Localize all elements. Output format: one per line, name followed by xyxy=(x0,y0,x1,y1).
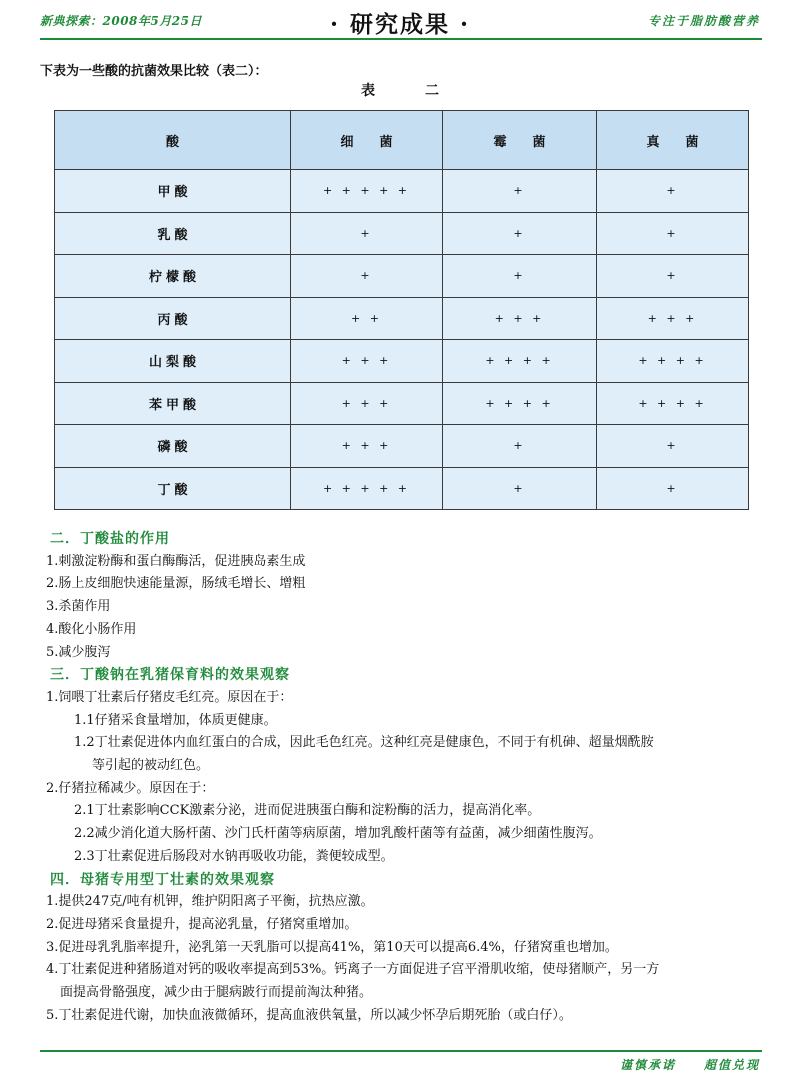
section-heading-butyrate-function: 二．丁酸盐的作用 xyxy=(50,531,170,547)
list-item: 2.2减少消化道大肠杆菌、沙门氏杆菌等病原菌，增加乳酸杆菌等有益菌，减少细菌性腹泻。 xyxy=(74,826,602,842)
bacteria-rating: + + + xyxy=(291,382,443,425)
acid-name: 柠檬酸 xyxy=(55,255,291,298)
footer-divider xyxy=(40,1050,762,1052)
header-mold: 霉菌 xyxy=(443,111,597,170)
acid-name: 苯甲酸 xyxy=(55,382,291,425)
fungi-rating: + xyxy=(597,467,749,510)
footer-slogan-right: 超值兑现 xyxy=(703,1058,760,1072)
table-row xyxy=(55,340,749,383)
section-heading-sow-observation: 四．母猪专用型丁壮素的效果观察 xyxy=(50,871,275,888)
acid-name: 甲酸 xyxy=(55,170,291,213)
table-row xyxy=(55,467,749,510)
table-row xyxy=(55,425,749,468)
list-item-continuation: 等引起的被动红色。 xyxy=(92,758,210,774)
table-title: 表二 xyxy=(361,83,489,99)
acid-name: 山梨酸 xyxy=(55,340,291,383)
table-row xyxy=(55,255,749,298)
list-item: 1.2丁壮素促进体内血红蛋白的合成，因此毛色红亮。这种红亮是健康色，不同于有机砷、超量烟酰胺 xyxy=(74,735,654,751)
mold-rating: + xyxy=(443,255,597,298)
list-item: 4.丁壮素促进种猪肠道对钙的吸收率提高到53%。钙离子一方面促进子宫平滑肌收缩，使母猪顺产，另一方 xyxy=(46,962,660,978)
footer-slogan-left: 谨慎承诺 xyxy=(620,1058,677,1072)
antibacterial-comparison-table xyxy=(54,110,749,510)
bacteria-rating: + + + + + xyxy=(291,467,443,510)
bacteria-rating: + + + xyxy=(291,340,443,383)
fungi-rating: + xyxy=(597,255,749,298)
list-item: 1.刺激淀粉酶和蛋白酶酶活，促进胰岛素生成 xyxy=(46,553,306,569)
section-heading-piglet-observation: 三．丁酸钠在乳猪保育料的效果观察 xyxy=(50,667,290,684)
list-item: 1.饲喂丁壮素后仔猪皮毛红亮。原因在于： xyxy=(46,689,293,705)
header-divider xyxy=(40,38,762,40)
list-item: 1.1仔猪采食量增加，体质更健康。 xyxy=(74,712,277,728)
bacteria-rating: + xyxy=(291,255,443,298)
fungi-rating: + xyxy=(597,425,749,468)
fungi-rating: + + + xyxy=(597,297,749,340)
list-item: 5.丁壮素促进代谢，加快血液微循环，提高血液供氧量，所以减少怀孕后期死胎（或白仔）。 xyxy=(46,1007,572,1023)
mold-rating: + xyxy=(443,425,597,468)
table-row xyxy=(55,382,749,425)
list-item: 3.促进母乳乳脂率提升，泌乳第一天乳脂可以提高41%，第10天可以提高6.4%，仔猪窝重也增加。 xyxy=(46,939,618,955)
fungi-rating: + + + + xyxy=(597,340,749,383)
list-item: 2.仔猪拉稀减少。原因在于： xyxy=(46,780,215,796)
table-header-row xyxy=(55,111,749,170)
fungi-rating: + xyxy=(597,170,749,213)
list-item: 4.酸化小肠作用 xyxy=(46,621,137,637)
list-item: 2.1丁壮素影响CCK激素分泌，进而促进胰蛋白酶和淀粉酶的活力，提高消化率。 xyxy=(74,803,541,819)
bacteria-rating: + xyxy=(291,212,443,255)
list-item: 2.肠上皮细胞快速能量源，肠绒毛增长、增粗 xyxy=(46,576,306,592)
mold-rating: + + + xyxy=(443,297,597,340)
acid-name: 乳酸 xyxy=(55,212,291,255)
acid-name: 磷酸 xyxy=(55,425,291,468)
bacteria-rating: + + xyxy=(291,297,443,340)
fungi-rating: + xyxy=(597,212,749,255)
fungi-rating: + + + + xyxy=(597,382,749,425)
table-row xyxy=(55,170,749,213)
mold-rating: + xyxy=(443,212,597,255)
bacteria-rating: + + + + + xyxy=(291,170,443,213)
header-issue-date: 新典探索：2008年5月25日 xyxy=(40,14,202,28)
table-row xyxy=(55,297,749,340)
mold-rating: + xyxy=(443,170,597,213)
mold-rating: + xyxy=(443,467,597,510)
header-bacteria: 细菌 xyxy=(291,111,443,170)
list-item: 1.提供247克/吨有机钾，维护阴阳离子平衡，抗热应激。 xyxy=(46,894,374,910)
list-item: 5.减少腹泻 xyxy=(46,644,111,660)
list-item: 3.杀菌作用 xyxy=(46,599,111,615)
list-item: 2.促进母猪采食量提升，提高泌乳量，仔猪窝重增加。 xyxy=(46,916,358,932)
acid-name: 丙酸 xyxy=(55,297,291,340)
list-item: 2.3丁壮素促进后肠段对水钠再吸收功能，粪便较成型。 xyxy=(74,848,394,864)
acid-name: 丁酸 xyxy=(55,467,291,510)
header-section-title: · 研究成果 · xyxy=(329,11,471,38)
page-header xyxy=(0,0,800,42)
table-row xyxy=(55,212,749,255)
list-item-continuation: 面提高骨骼强度，减少由于腿病跛行而提前淘汰种猪。 xyxy=(60,985,373,1001)
header-tagline: 专注于脂肪酸营养 xyxy=(647,14,760,28)
table-intro: 下表为一些酸的抗菌效果比较（表二）： xyxy=(40,64,268,79)
mold-rating: + + + + xyxy=(443,340,597,383)
header-acid: 酸 xyxy=(55,111,291,170)
header-fungi: 真菌 xyxy=(597,111,749,170)
mold-rating: + + + + xyxy=(443,382,597,425)
bacteria-rating: + + + xyxy=(291,425,443,468)
article-body xyxy=(46,528,766,1027)
